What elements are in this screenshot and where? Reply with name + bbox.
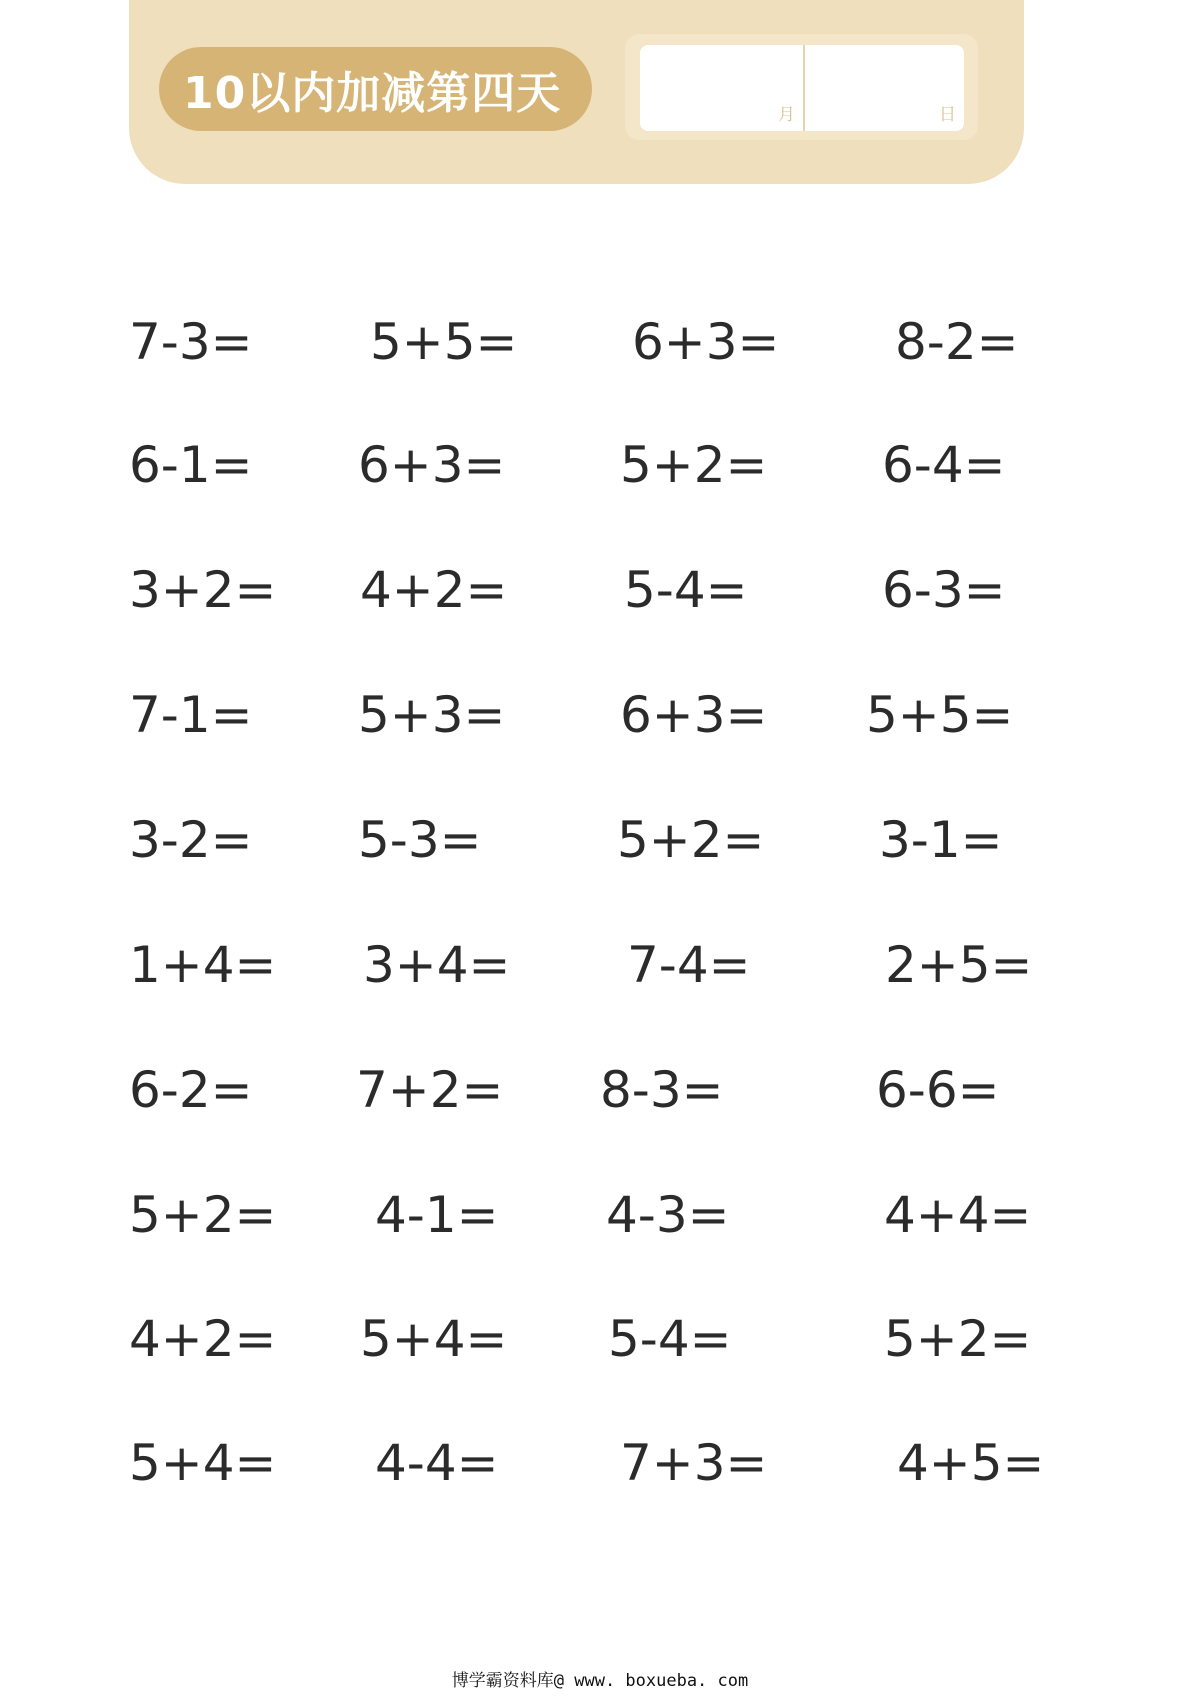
problem-r6-c1: 1+4= bbox=[129, 936, 277, 994]
problem-r4-c3: 6+3= bbox=[620, 686, 768, 744]
problem-r7-c3: 8-3= bbox=[600, 1061, 724, 1119]
problem-r4-c1: 7-1= bbox=[129, 686, 253, 744]
problem-r6-c4: 2+5= bbox=[885, 936, 1033, 994]
problem-r5-c4: 3-1= bbox=[879, 811, 1003, 869]
problem-r9-c3: 5-4= bbox=[608, 1310, 732, 1368]
problem-r8-c2: 4-1= bbox=[375, 1186, 499, 1244]
problem-r4-c2: 5+3= bbox=[358, 686, 506, 744]
problem-r6-c3: 7-4= bbox=[627, 936, 751, 994]
worksheet-title: 10以内加减第四天 bbox=[183, 68, 562, 119]
problem-r7-c2: 7+2= bbox=[356, 1061, 504, 1119]
problem-r3-c3: 5-4= bbox=[624, 561, 748, 619]
problem-r6-c2: 3+4= bbox=[363, 936, 511, 994]
problem-r2-c1: 6-1= bbox=[129, 436, 253, 494]
date-panel bbox=[625, 34, 978, 140]
problem-r2-c3: 5+2= bbox=[620, 436, 768, 494]
title-pill bbox=[159, 47, 592, 131]
problem-r3-c1: 3+2= bbox=[129, 561, 277, 619]
problem-r9-c1: 4+2= bbox=[129, 1310, 277, 1368]
day-label: 日 bbox=[939, 105, 956, 125]
problem-r3-c4: 6-3= bbox=[882, 561, 1006, 619]
problem-r8-c4: 4+4= bbox=[884, 1186, 1032, 1244]
problem-r7-c1: 6-2= bbox=[129, 1061, 253, 1119]
problem-r7-c4: 6-6= bbox=[876, 1061, 1000, 1119]
date-day-field[interactable] bbox=[805, 45, 964, 131]
problem-r1-c3: 6+3= bbox=[632, 313, 780, 371]
problem-r9-c4: 5+2= bbox=[884, 1310, 1032, 1368]
problem-r10-c3: 7+3= bbox=[620, 1434, 768, 1492]
problem-r10-c4: 4+5= bbox=[897, 1434, 1045, 1492]
problem-r4-c4: 5+5= bbox=[866, 686, 1014, 744]
problem-r8-c3: 4-3= bbox=[606, 1186, 730, 1244]
problem-r10-c1: 5+4= bbox=[129, 1434, 277, 1492]
problem-r8-c1: 5+2= bbox=[129, 1186, 277, 1244]
problem-r10-c2: 4-4= bbox=[375, 1434, 499, 1492]
problem-r1-c1: 7-3= bbox=[129, 313, 253, 371]
problem-r2-c2: 6+3= bbox=[358, 436, 506, 494]
footer-watermark: 博学霸资料库@ www. boxueba. com bbox=[451, 1671, 749, 1691]
month-label: 月 bbox=[778, 105, 795, 125]
date-month-field[interactable] bbox=[640, 45, 803, 131]
problem-r1-c2: 5+5= bbox=[370, 313, 518, 371]
problem-r1-c4: 8-2= bbox=[895, 313, 1019, 371]
problem-r9-c2: 5+4= bbox=[360, 1310, 508, 1368]
problem-r3-c2: 4+2= bbox=[360, 561, 508, 619]
problem-r2-c4: 6-4= bbox=[882, 436, 1006, 494]
problem-r5-c1: 3-2= bbox=[129, 811, 253, 869]
problem-r5-c2: 5-3= bbox=[358, 811, 482, 869]
problem-r5-c3: 5+2= bbox=[617, 811, 765, 869]
